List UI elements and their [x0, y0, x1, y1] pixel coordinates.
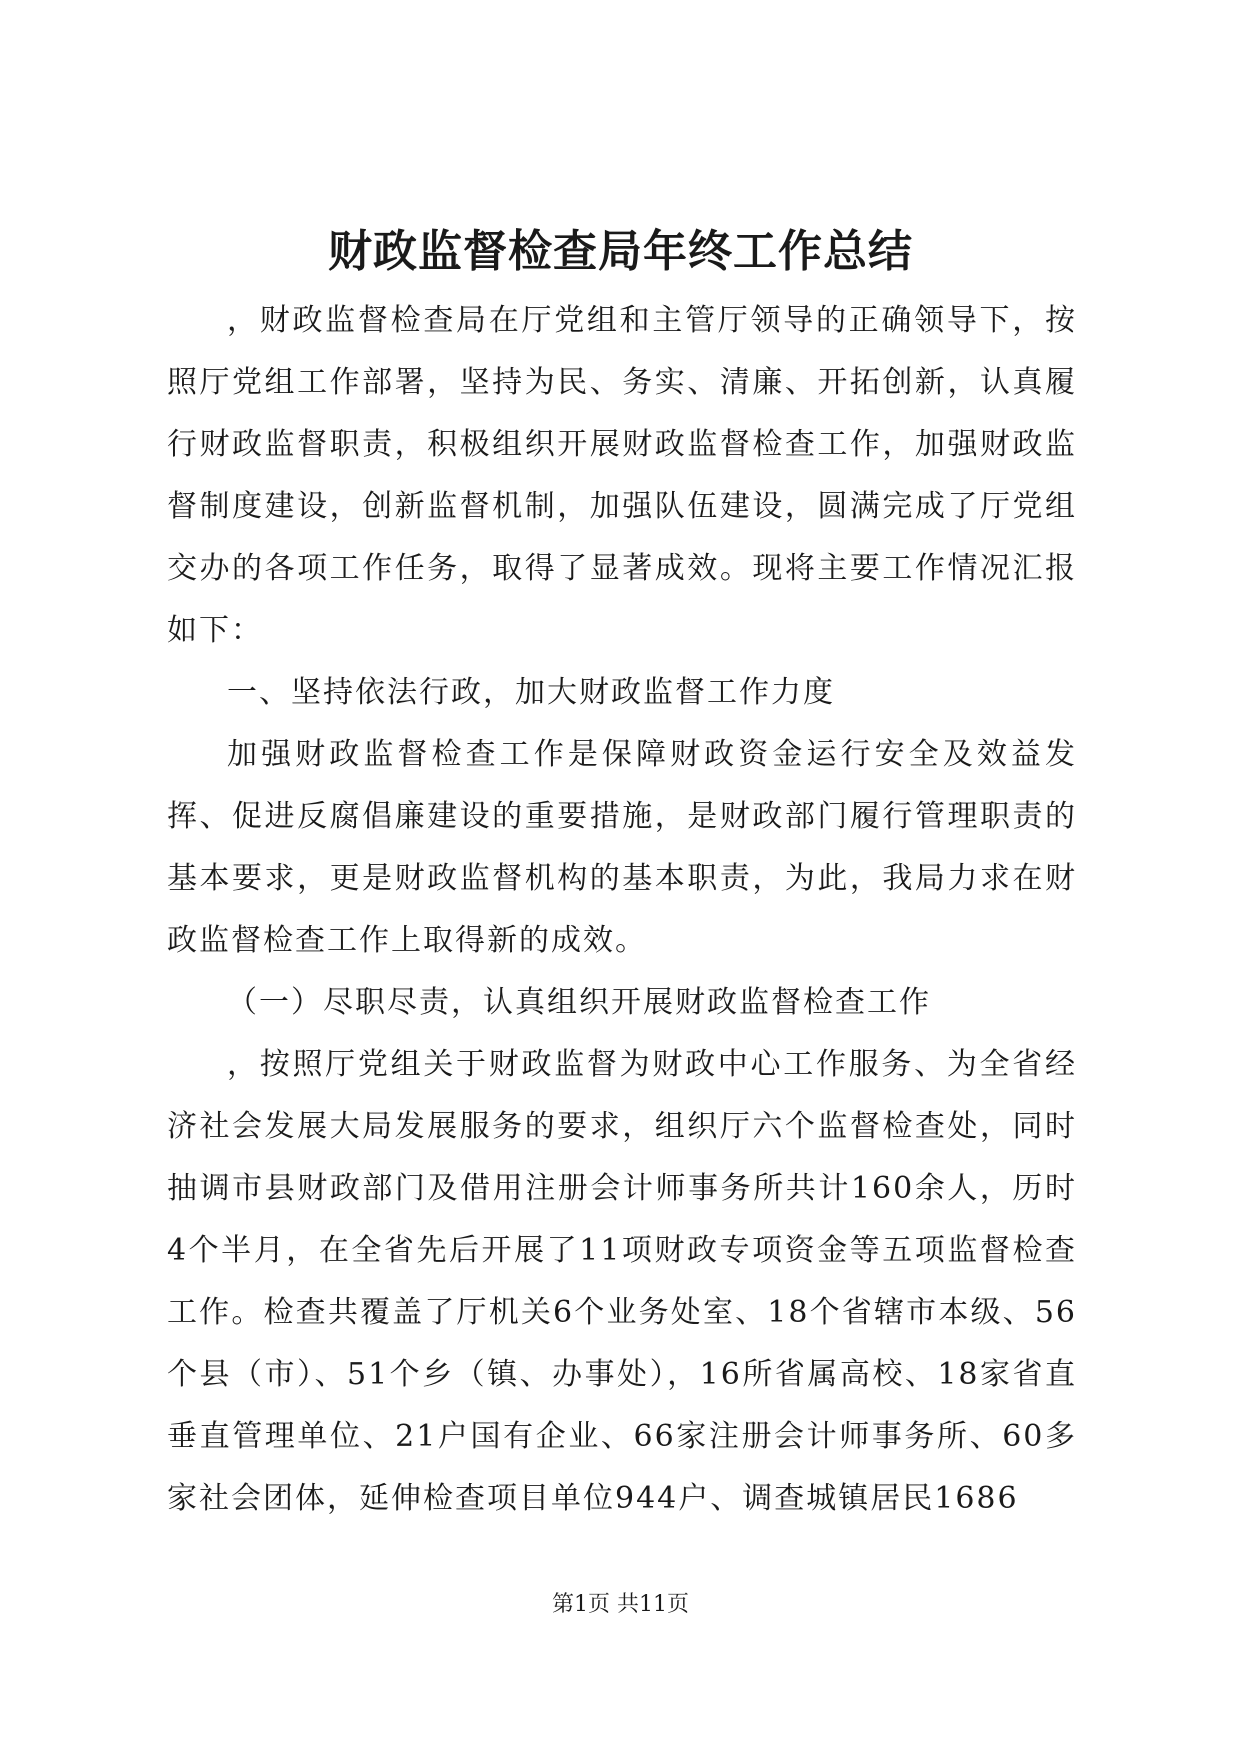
- paragraph-intro: ，财政监督检查局在厅党组和主管厅领导的正确领导下，按照厅党组工作部署，坚持为民、务实、清廉、开拓创新，认真履行财政监督职责，积极组织开展财政监督检查工作，加强财政监督制度建设，创新监督机制，加强队伍建设，圆满完成了厅党组交办的各项工作任务，取得了显著成效。现将主要工作情况汇报如下：: [167, 303, 1077, 648]
- paragraph-subsection-1: ，按照厅党组关于财政监督为财政中心工作服务、为全省经济社会发展大局发展服务的要求，组织厅六个监督检查处，同时抽调市县财政部门及借用注册会计师事务所共计160余人，历时4个半月，在全省先后开展了11项财政专项资金等五项监督检查工作。检查共覆盖了厅机关6个业务处室、18个省辖市本级、56个县（市）、51个乡（镇、办事处），16所省属高校、18家省直垂直管理单位、21户国有企业、66家注册会计师事务所、60多家社会团体，延伸检查项目单位944户、调查城镇居民1686: [167, 1047, 1077, 1516]
- subsection-heading-1: （一）尽职尽责，认真组织开展财政监督检查工作: [227, 985, 931, 1020]
- document-title: 财政监督检查局年终工作总结: [328, 226, 913, 277]
- document-body: [167, 290, 1077, 1530]
- section-heading-1: 一、坚持依法行政，加大财政监督工作力度: [227, 675, 835, 710]
- page-number-footer: 第1页 共11页: [552, 1592, 689, 1617]
- paragraph-section-1: 加强财政监督检查工作是保障财政资金运行安全及效益发挥、促进反腐倡廉建设的重要措施，是财政部门履行管理职责的基本要求，更是财政监督机构的基本职责，为此，我局力求在财政监督检查工作上取得新的成效。: [167, 737, 1077, 958]
